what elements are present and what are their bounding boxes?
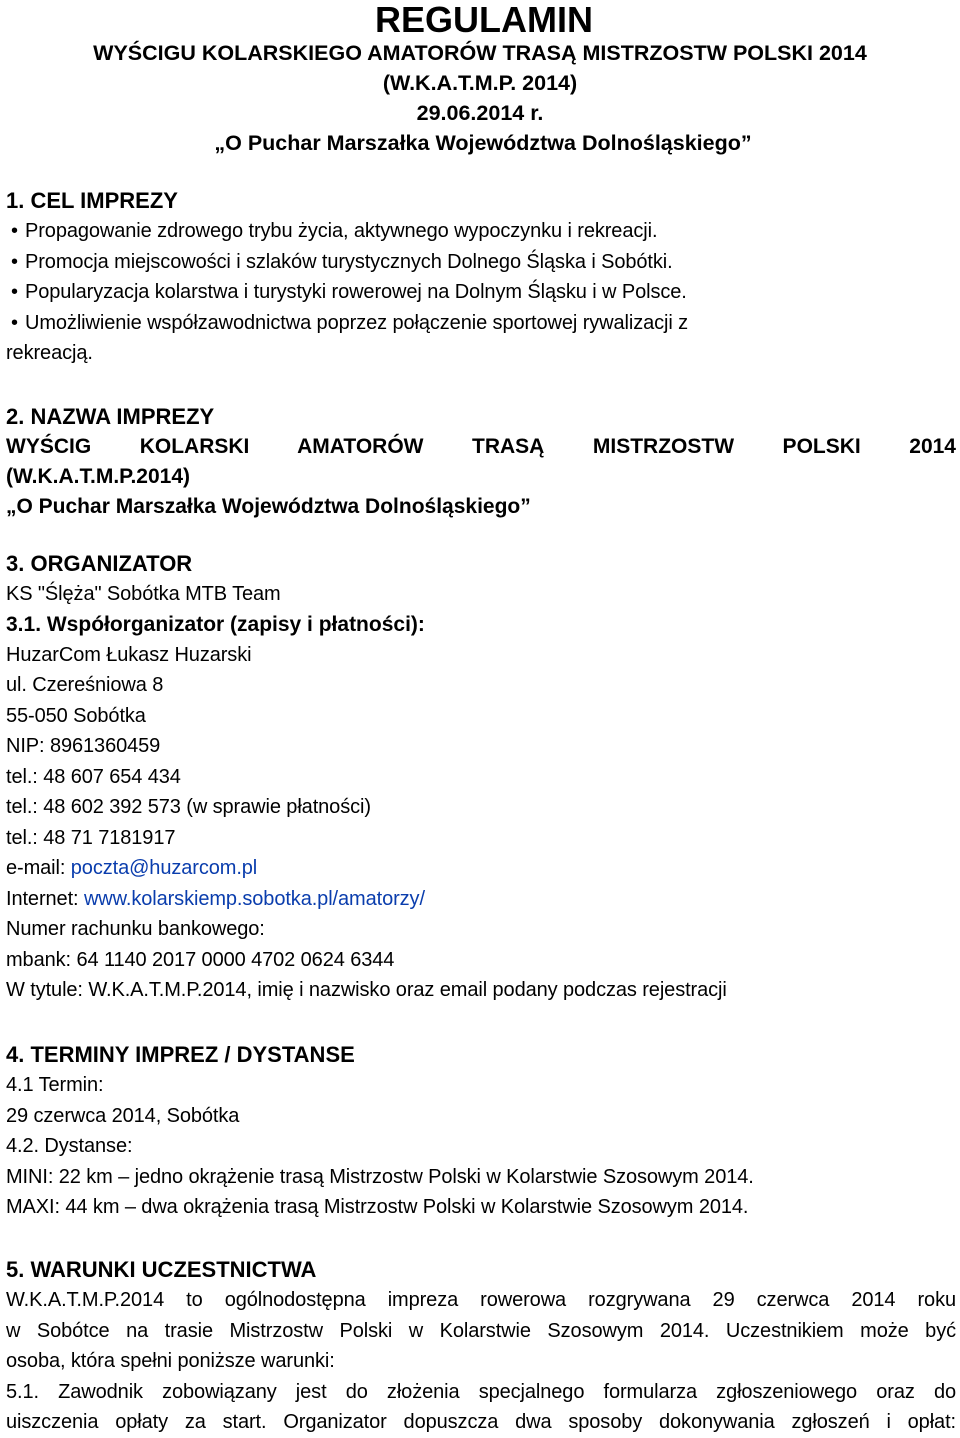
list-item-text: Promocja miejscowości i szlaków turystycznych Dolnego Śląska i Sobótki. [25,250,673,273]
list-item [6,216,956,247]
list-item-text: Propagowanie zdrowego trybu życia, aktywnego wypoczynku i rekreacji. [25,220,658,242]
contact-line: tel.: 48 71 7181917 [6,826,176,849]
bank-line: W tytule: W.K.A.T.M.P.2014, imię i nazwisko oraz email podany podczas rejestracji [6,979,727,1001]
list-item [6,247,956,278]
schedule-line: 29 czerwca 2014, Sobótka [6,1104,240,1127]
paragraph-line: uiszczenia opłaty za start. Organizator dopuszcza dwa sposoby dokonywania zgłoszeń i opłat: [6,1411,956,1433]
email-label: e-mail: [6,857,71,879]
schedule-line: 4.1 Termin: [6,1074,104,1096]
paragraph-line: 5.1. Zawodnik zobowiązany jest do złożenia specjalnego formularza zgłoszeniowego oraz do [6,1380,956,1403]
event-name-line-3: „O Puchar Marszałka Województwa Dolnośląskiego” [6,495,531,518]
internet-line [6,884,956,915]
contact-line: 55-050 Sobótka [6,704,146,727]
paragraph-line: W.K.A.T.M.P.2014 to ogólnodostępna impreza rowerowa rozgrywana 29 czerwca 2014 roku [6,1289,956,1311]
paragraph-line: osoba, która spełni poniższe warunki: [6,1350,335,1372]
contact-line: HuzarCom Łukasz Huzarski [6,643,252,666]
list-item-text: Popularyzacja kolarstwa i turystyki rowerowej na Dolnym Śląsku i w Polsce. [25,281,687,303]
co-organizer-heading: 3.1. Współorganizator (zapisy i płatności): [6,612,425,636]
section-2 [6,402,956,522]
event-name-line-2: (W.K.A.T.M.P.2014) [6,465,190,488]
section-5 [6,1255,956,1438]
organizer-name: KS "Ślęża" Sobótka MTB Team [6,583,281,605]
distance-line: MAXI: 44 km – dwa okrążenia trasą Mistrzostw Polski w Kolarstwie Szosowym 2014. [6,1196,749,1218]
list-item-continuation: rekreacją. [6,342,93,364]
website-link[interactable]: www.kolarskiemp.sobotka.pl/amatorzy/ [83,887,425,910]
section-1 [6,186,956,369]
section-3 [6,549,956,1006]
paragraph-line: w Sobótce na trasie Mistrzostw Polski w Kolarstwie Szosowym 2014. Uczestnikiem może być [6,1319,956,1342]
document-header [0,0,960,158]
bank-line: Numer rachunku bankowego: [6,918,265,940]
email-line [6,853,956,884]
title-line-1: WYŚCIGU KOLARSKIEGO AMATORÓW TRASĄ MISTRZOSTW POLSKI 2014 [93,41,867,65]
distance-line: MINI: 22 km – jedno okrążenie trasą Mistrzostw Polski w Kolarstwie Szosowym 2014. [6,1165,754,1188]
title-line-3: 29.06.2014 r. [416,101,544,125]
section-4 [6,1040,956,1223]
bullet-icon: • [11,220,18,242]
section-5-heading: 5. WARUNKI UCZESTNICTWA [6,1257,317,1282]
bank-line: mbank: 64 1140 2017 0000 4702 0624 6344 [6,948,395,971]
bullet-icon: • [11,281,18,303]
contact-line: tel.: 48 607 654 434 [6,765,181,788]
title-line-2: (W.K.A.T.M.P. 2014) [382,71,578,95]
email-link[interactable]: poczta@huzarcom.pl [70,857,258,879]
list-item-text: Umożliwienie współzawodnictwa poprzez połączenie sportowej rywalizacji z [25,311,689,334]
bullet-icon: • [11,311,18,334]
list-item [6,308,956,339]
section-4-heading: 4. TERMINY IMPREZ / DYSTANSE [6,1042,355,1067]
document-title: REGULAMIN [375,0,593,40]
contact-line: NIP: 8961360459 [6,735,161,757]
schedule-line: 4.2. Dystanse: [6,1135,133,1157]
contact-line: ul. Czereśniowa 8 [6,674,164,696]
internet-label: Internet: [6,887,84,910]
list-item [6,277,956,308]
title-line-4: „O Puchar Marszałka Województwa Dolnośląskiego” [214,131,752,155]
section-2-heading: 2. NAZWA IMPREZY [6,404,215,429]
section-3-heading: 3. ORGANIZATOR [6,551,193,576]
section-1-heading: 1. CEL IMPREZY [6,188,178,213]
contact-line: tel.: 48 602 392 573 (w sprawie płatności) [6,796,371,818]
bullet-icon: • [11,250,18,273]
event-name-line-1: WYŚCIG KOLARSKI AMATORÓW TRASĄ MISTRZOSTW POLSKI 2014 [6,435,956,458]
